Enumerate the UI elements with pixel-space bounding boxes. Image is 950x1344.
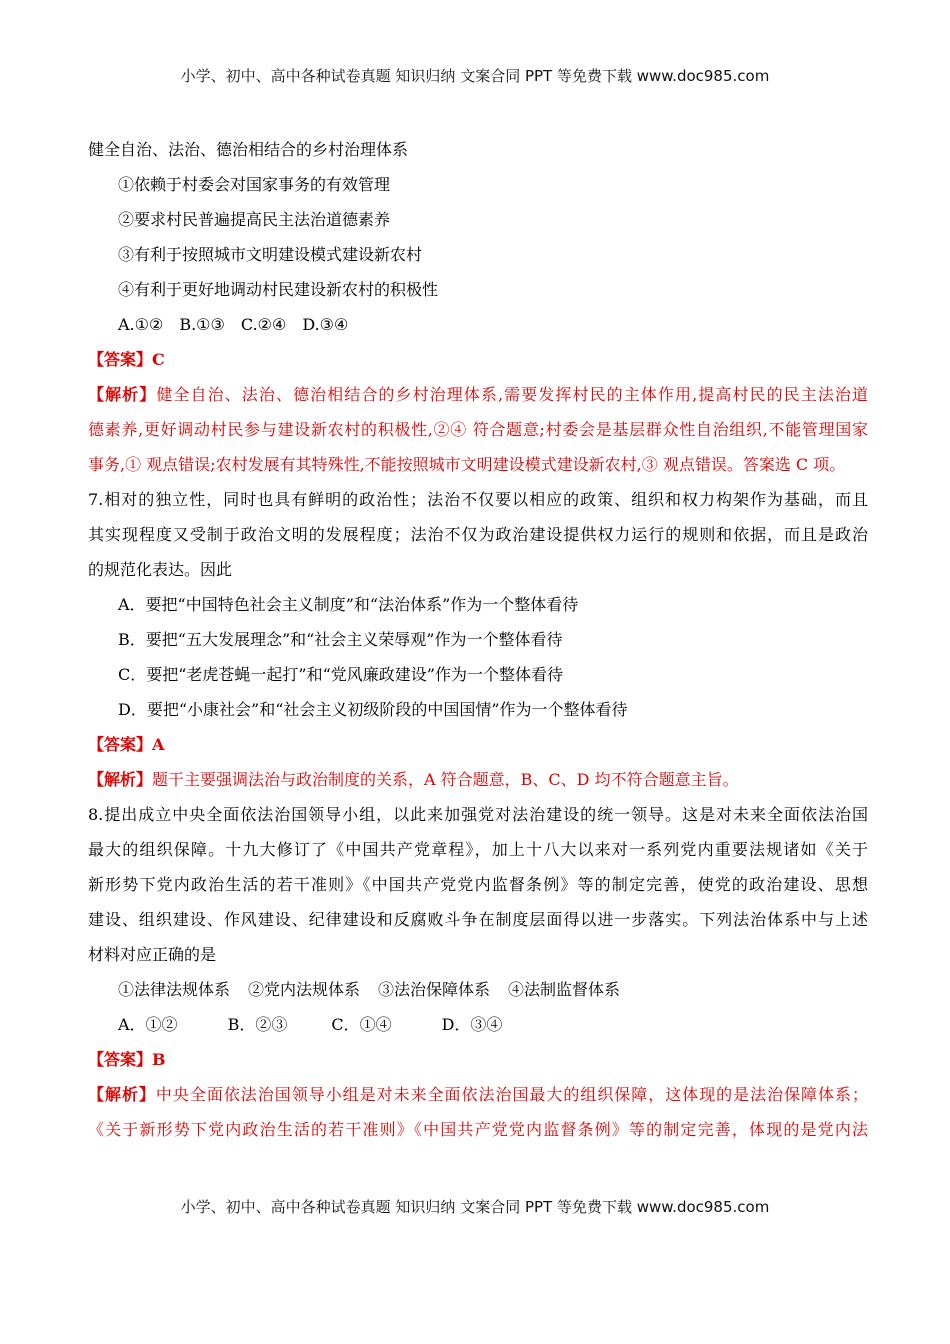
q6-analysis-line-1	[88, 377, 868, 412]
q8-item-1: ①法律法规体系	[118, 980, 231, 999]
q8-option-a: A．①②	[118, 1015, 178, 1034]
q8-option-d: D．③④	[441, 1015, 503, 1034]
q6-item-1: ①依赖于村委会对国家事务的有效管理	[118, 175, 391, 194]
q6-item-3: ③有利于按照城市文明建设模式建设新农村	[118, 245, 423, 264]
q8-analysis-line-2: 《关于新形势下党内政治生活的若干准则》《中国共产党党内监督条例》等的制定完善，体现的是党内法	[88, 1120, 868, 1139]
q6-option-b: B.①③	[179, 315, 225, 334]
q8-analysis-text-1: 中央全面依法治国领导小组是对未来全面依法治国最大的组织保障，这体现的是法治保障体系；	[155, 1085, 868, 1104]
q6-stem-tail: 健全自治、法治、德治相结合的乡村治理体系	[88, 140, 409, 159]
q7-stem-line-1: 7.相对的独立性，同时也具有鲜明的政治性；法治不仅要以相应的政策、组织和权力构架作为基础，而且	[88, 490, 868, 509]
q7-answer-label: 【答案】	[88, 735, 153, 754]
q8-answer	[88, 1042, 868, 1077]
q8-item-4: ④法制监督体系	[508, 980, 621, 999]
q7-analysis-text: 题干主要强调法治与政治制度的关系，A 符合题意，B、C、D 均不符合题意主旨。	[152, 770, 739, 789]
q6-option-a: A.①②	[118, 315, 164, 334]
page-footer: 小学、初中、高中各种试卷真题 知识归纳 文案合同 PPT 等免费下载 www.doc985.com	[180, 1198, 770, 1216]
q8-item-2: ②党内法规体系	[248, 980, 361, 999]
q6-option-d: D.③④	[302, 315, 349, 334]
document-body	[88, 132, 868, 1147]
q7-answer	[88, 727, 868, 762]
q8-options	[88, 1007, 868, 1042]
q8-answer-value: B	[152, 1050, 166, 1069]
q7-option-d: D．要把“小康社会”和“社会主义初级阶段的中国国情”作为一个整体看待	[118, 700, 628, 719]
q8-option-c: C．①④	[331, 1015, 392, 1034]
q8-items	[88, 972, 868, 1007]
q6-item-2: ②要求村民普遍提高民主法治道德素养	[118, 210, 391, 229]
page-header: 小学、初中、高中各种试卷真题 知识归纳 文案合同 PPT 等免费下载 www.doc985.com	[180, 67, 770, 85]
q6-analysis-label: 【解析】	[88, 385, 157, 404]
q6-analysis-line-3: 事务,① 观点错误;农村发展有其特殊性,不能按照城市文明建设模式建设新农村,③ 观点错误。答案选 C 项。	[88, 455, 846, 474]
q7-analysis	[88, 762, 868, 797]
q6-item-4: ④有利于更好地调动村民建设新农村的积极性	[118, 280, 439, 299]
q8-analysis-label: 【解析】	[88, 1085, 156, 1104]
q6-answer	[88, 342, 868, 377]
q7-answer-value: A	[152, 735, 165, 754]
q8-stem-line-2: 最大的组织保障。十九大修订了《中国共产党章程》，加上十八大以来对一系列党内重要法规诸如《关于	[88, 840, 868, 859]
q7-option-a: A．要把“中国特色社会主义制度”和“法治体系”作为一个整体看待	[118, 595, 579, 614]
q8-stem-line-1: 8.提出成立中央全面依法治国领导小组，以此来加强党对法治建设的统一领导。这是对未来全面依法治国	[88, 805, 868, 824]
q7-stem-line-3: 的规范化表达。因此	[88, 560, 233, 579]
q8-item-3: ③法治保障体系	[378, 980, 491, 999]
q6-analysis-line-2: 德素养,更好调动村民参与建设新农村的积极性,②④ 符合题意;村委会是基层群众性自治组织,不能管理国家	[88, 420, 868, 439]
q8-option-b: B．②③	[227, 1015, 288, 1034]
q6-analysis-text-1: 健全自治、法治、德治相结合的乡村治理体系,需要发挥村民的主体作用,提高村民的民主法治道	[156, 385, 868, 404]
q6-answer-value: C	[152, 350, 165, 369]
q6-option-c: C.②④	[240, 315, 287, 334]
q7-analysis-label: 【解析】	[88, 770, 153, 789]
q8-analysis-line-1	[88, 1077, 868, 1112]
q8-stem-line-4: 建设、组织建设、作风建设、纪律建设和反腐败斗争在制度层面得以进一步落实。下列法治体系中与上述	[88, 910, 868, 929]
q7-stem-line-2: 其实现程度又受制于政治文明的发展程度；法治不仅为政治建设提供权力运行的规则和依据，而且是政治	[88, 525, 868, 544]
q7-option-b: B．要把“五大发展理念”和“社会主义荣辱观”作为一个整体看待	[118, 630, 563, 649]
q6-options	[88, 307, 868, 342]
q8-stem-line-5: 材料对应正确的是	[88, 945, 217, 964]
q8-answer-label: 【答案】	[88, 1050, 153, 1069]
q7-option-c: C．要把“老虎苍蝇一起打”和“党风廉政建设”作为一个整体看待	[118, 665, 563, 684]
q8-stem-line-3: 新形势下党内政治生活的若干准则》《中国共产党党内监督条例》等的制定完善，使党的政治建设、思想	[88, 875, 868, 894]
q6-answer-label: 【答案】	[88, 350, 153, 369]
